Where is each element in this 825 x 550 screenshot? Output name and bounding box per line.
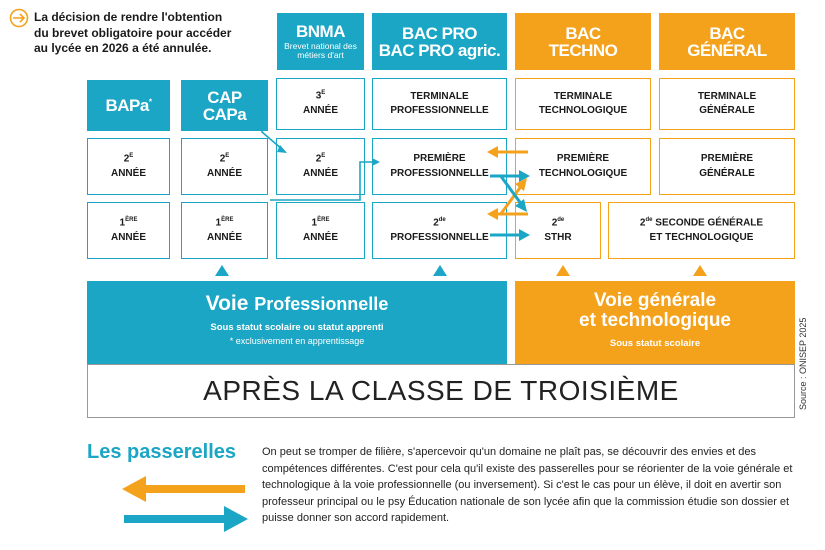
header-bac-pro: BAC PRO BAC PRO agric. [372,13,507,70]
arrow-circle-icon [6,8,32,28]
legend-teal-arrowhead [224,506,248,532]
header-cap: CAP CAPa [181,80,268,131]
header-bac-general: BAC GÉNÉRAL [659,13,795,70]
premiere-technologique: PREMIÈRE TECHNOLOGIQUE [515,138,651,195]
header-bac-techno: BAC TECHNO [515,13,651,70]
triangle-general [693,265,707,276]
brevet-note: La décision de rendre l'obtention du brevet obligatoire pour accéder au lycée en 2026 a été annulée. [34,10,232,56]
bnma-1re-annee: 1ÈRE ANNÉE [276,202,365,259]
terminale-technologique: TERMINALE TECHNOLOGIQUE [515,78,651,130]
legend-orange-arrowhead [122,476,146,502]
cap-2e-annee: $2^E$ ANNÉE [181,138,268,195]
source-label: Source : ONISEP 2025 [798,317,808,410]
premiere-generale: PREMIÈRE GÉNÉRALE [659,138,795,195]
bnma-2e-annee: $2^E$ ANNÉE [276,138,365,195]
header-bapa: BAPa* [87,80,170,131]
passerelle-legend-arrows [120,475,250,535]
triangle-techno [556,265,570,276]
seconde-professionnelle: 2de PROFESSIONNELLE [372,202,507,259]
cap-1re-annee: 1ÈRE ANNÉE [181,202,268,259]
passerelles-text: On peut se tromper de filière, s'apercevoir qu'un domaine ne plaît pas, se découvrir des envies et des compétences différentes. C'est pour cela qu'il existe des passerelles pour se réorienter de la voie générale et technologique à la voie professionnelle (ou inversement). Si c'est le cas pour un élève, il doit en avertir son professeur principal ou le psy Éducation nationale de son lycée afin que la commission étudie son dossier et puisse donner son accord rapidement. [262,446,793,524]
bapa-2e-annee: $2^E$ ANNÉE [87,138,170,195]
passerelles-title: Les passerelles [87,441,236,463]
seconde-generale-technologique: 2de SECONDE GÉNÉRALE ET TECHNOLOGIQUE [608,202,795,259]
seconde-sthr: 2de STHR [515,202,601,259]
voie-generale-box: Voie générale et technologique Sous statut scolaire [515,281,795,364]
voie-pro-title: Voie Professionnelle [205,292,389,315]
bapa-1re-annee: 1ÈRE ANNÉE [87,202,170,259]
voie-professionnelle-box: Voie Professionnelle Sous statut scolaire ou statut apprenti * exclusivement en apprentissage [87,281,507,364]
triangle-cap [215,265,229,276]
triangle-bac-pro [433,265,447,276]
bnma-3e-annee: $3^E$ ANNÉE [276,78,365,130]
terminale-professionnelle: TERMINALE PROFESSIONNELLE [372,78,507,130]
header-bnma: BNMA Brevet national des métiers d'art [277,13,364,70]
premiere-professionnelle: PREMIÈRE PROFESSIONNELLE [372,138,507,195]
apres-troisieme-banner: APRÈS LA CLASSE DE TROISIÈME [87,364,795,418]
terminale-generale: TERMINALE GÉNÉRALE [659,78,795,130]
